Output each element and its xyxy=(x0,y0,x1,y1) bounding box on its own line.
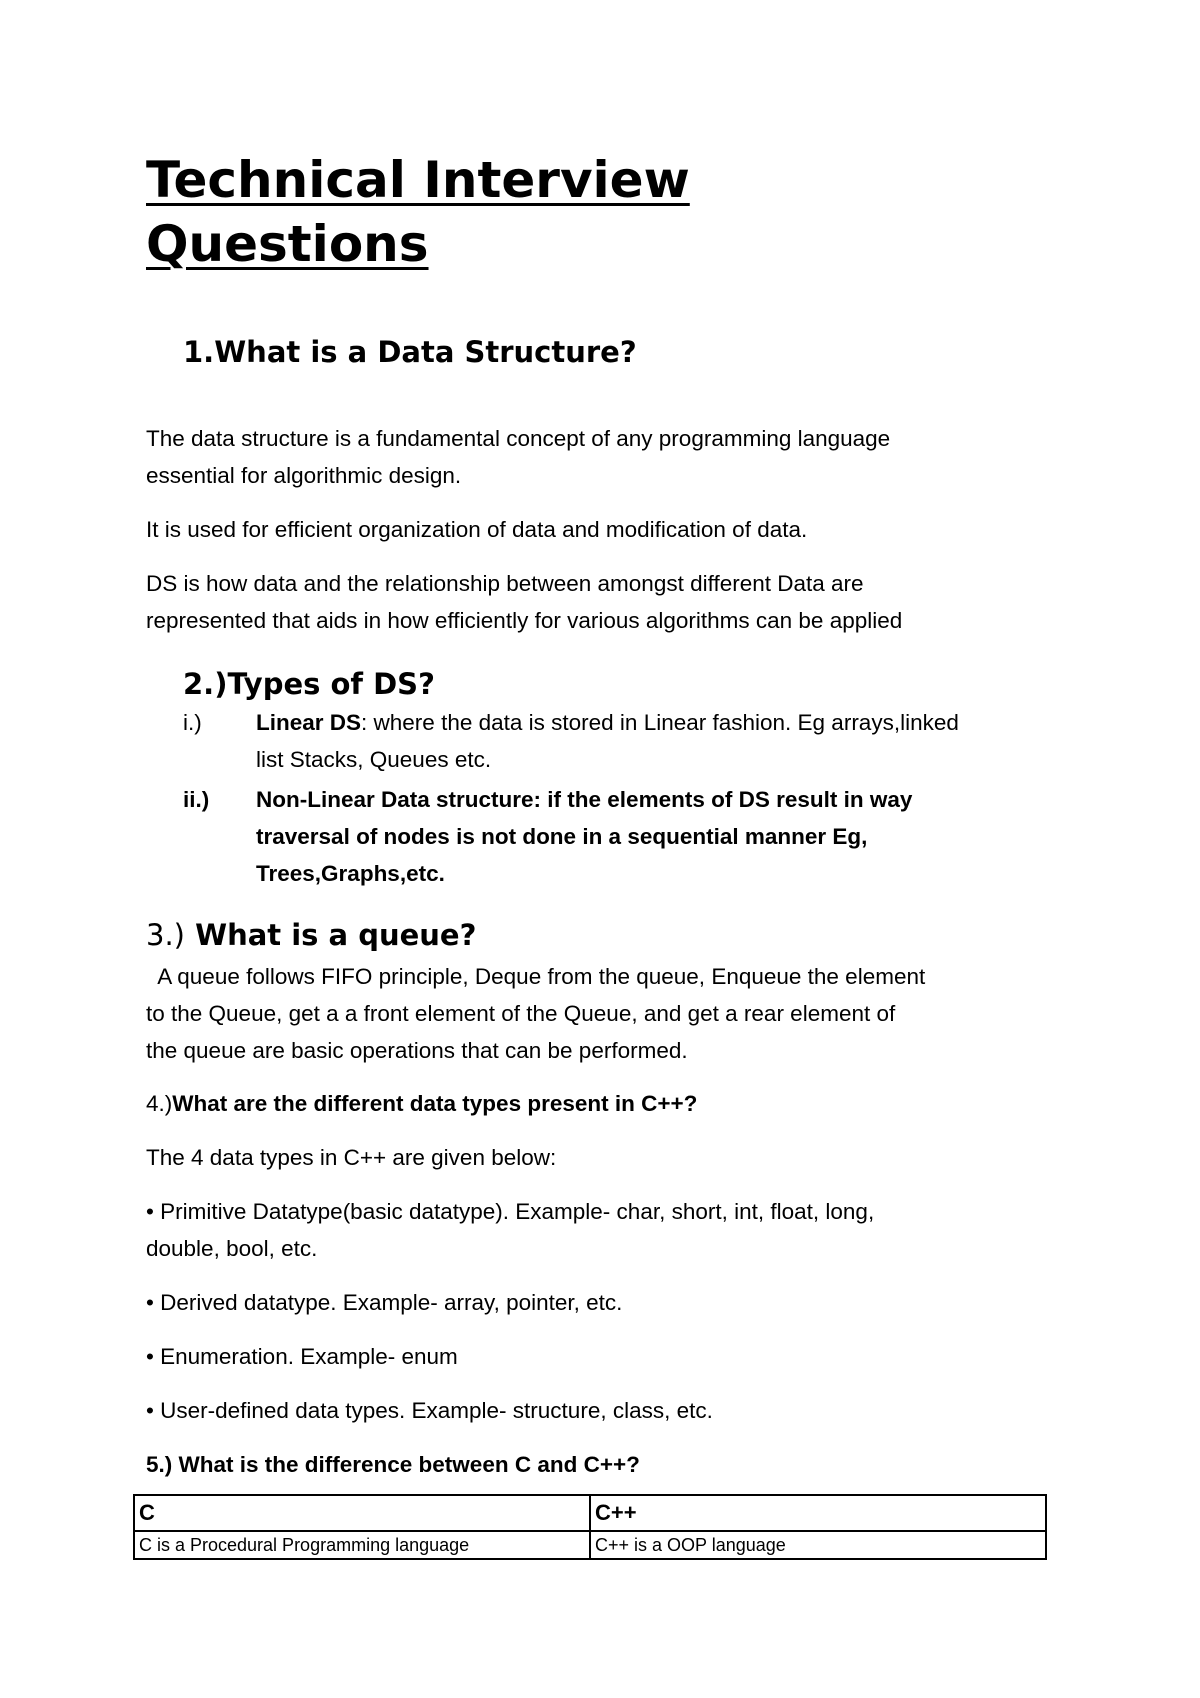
q4-bullet1-line2: double, bool, etc. xyxy=(146,1236,318,1261)
q2-heading: 2.)Types of DS? xyxy=(183,667,435,701)
q3-line2: to the Queue, get a a front element of the Queue, and get a rear element of xyxy=(146,1001,896,1026)
q4-intro: The 4 data types in C++ are given below: xyxy=(146,1145,557,1170)
q4-bullet2: • Derived datatype. Example- array, pointer, etc. xyxy=(146,1290,623,1315)
q1-para3-line2: represented that aids in how efficiently for various algorithms can be applied xyxy=(146,608,903,633)
q2-item1-rest: : where the data is stored in Linear fashion. Eg arrays,linked xyxy=(361,710,959,735)
q4-bullet1-line1: • Primitive Datatype(basic datatype). Example- char, short, int, float, long, xyxy=(146,1199,875,1224)
q4-heading xyxy=(146,1085,697,1122)
table-row xyxy=(134,1531,1046,1559)
q5-heading: 5.) What is the difference between C and C++? xyxy=(146,1452,640,1477)
q2-item2-line1: Non-Linear Data structure: if the elements of DS result in way xyxy=(256,787,913,812)
q1-para1-line1: The data structure is a fundamental concept of any programming language xyxy=(146,426,891,451)
q2-item2-line3: Trees,Graphs,etc. xyxy=(256,861,445,886)
doc-title-line-2: Questions xyxy=(146,215,429,273)
q3-heading-text: What is a queue? xyxy=(184,918,477,952)
q2-item1-term: Linear DS xyxy=(256,710,362,735)
q4-bullet3: • Enumeration. Example- enum xyxy=(146,1344,458,1369)
table-cell-c: C is a Procedural Programming language xyxy=(134,1531,590,1559)
table-header-row xyxy=(134,1495,1046,1531)
q3-heading xyxy=(146,917,476,953)
q3-line3: the queue are basic operations that can be performed. xyxy=(146,1038,688,1063)
table-header-cpp: C++ xyxy=(590,1495,1046,1531)
table-cell-cpp: C++ is a OOP language xyxy=(590,1531,1046,1559)
q3-line1: A queue follows FIFO principle, Deque from the queue, Enqueue the element xyxy=(146,964,926,989)
q4-number: 4.) xyxy=(146,1091,173,1116)
q1-para1-line2: essential for algorithmic design. xyxy=(146,463,462,488)
table-header-c: C xyxy=(134,1495,590,1531)
q2-item1-line1 xyxy=(256,704,959,741)
q2-item1-line2: list Stacks, Queues etc. xyxy=(256,747,492,772)
q3-number: 3.) xyxy=(146,918,185,952)
q2-item2-marker: ii.) xyxy=(183,787,210,812)
q1-para2: It is used for efficient organization of data and modification of data. xyxy=(146,517,808,542)
q2-item1-marker: i.) xyxy=(183,710,202,735)
c-vs-cpp-table xyxy=(133,1494,1047,1560)
q1-heading: 1.What is a Data Structure? xyxy=(183,335,637,369)
q2-item2-line2: traversal of nodes is not done in a sequential manner Eg, xyxy=(256,824,868,849)
q1-para3-line1: DS is how data and the relationship between amongst different Data are xyxy=(146,571,864,596)
q4-heading-text: What are the different data types present in C++? xyxy=(172,1091,698,1116)
doc-title-line-1: Technical Interview xyxy=(146,151,690,209)
q4-bullet4: • User-defined data types. Example- structure, class, etc. xyxy=(146,1398,713,1423)
